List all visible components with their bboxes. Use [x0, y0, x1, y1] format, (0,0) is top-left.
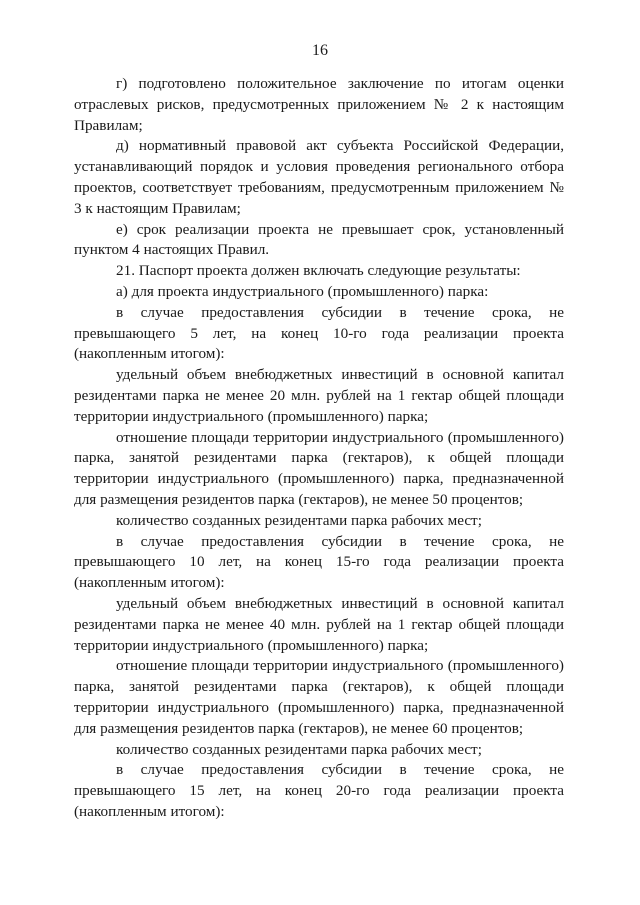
paragraph-item-g: г) подготовлено положительное заключение по итогам оценки отраслевых рисков, предусмотренных приложением № 2 к настоящим Правилам;	[74, 75, 564, 134]
paragraph-area-ratio-50: отношение площади территории индустриального (промышленного) парка, занятой резидентами парка (гектаров), к общей площади территории индустриального (промышленного) парка, предназначенной для размещения резидентов парка (гектаров), не менее 50 процентов;	[74, 428, 564, 508]
paragraph-section-21: 21. Паспорт проекта должен включать следующие результаты:	[116, 262, 521, 280]
document-body	[74, 74, 564, 823]
paragraph-jobs-2: количество созданных резидентами парка рабочих мест;	[116, 740, 482, 758]
paragraph-case-5-years: в случае предоставления субсидии в течение срока, не превышающего 5 лет, на конец 10-го года реализации проекта (накопленным итогом):	[74, 303, 564, 363]
paragraph-area-ratio-60: отношение площади территории индустриального (промышленного) парка, занятой резидентами парка (гектаров), к общей площади территории индустриального (промышленного) парка, предназначенной для размещения резидентов парка (гектаров), не менее 60 процентов;	[74, 657, 564, 737]
paragraph-case-15-years: в случае предоставления субсидии в течение срока, не превышающего 15 лет, на конец 20-го года реализации проекта (накопленным итогом):	[74, 761, 564, 820]
paragraph-item-a: а) для проекта индустриального (промышленного) парка:	[116, 282, 489, 300]
paragraph-investment-20mln: удельный объем внебюджетных инвестиций в основной капитал резидентами парка не менее 20 млн. рублей на 1 гектар общей площади территории индустриального (промышленного) парка;	[74, 366, 564, 425]
paragraph-item-d: д) нормативный правовой акт субъекта Российской Федерации, устанавливающий порядок и условия проведения регионального отбора проектов, соответствует требованиям, предусмотренным приложением № 3 к настоящим Правилам;	[74, 137, 564, 217]
paragraph-case-10-years: в случае предоставления субсидии в течение срока, не превышающего 10 лет, на конец 15-го года реализации проекта (накопленным итогом):	[74, 532, 564, 592]
paragraph-item-e: е) срок реализации проекта не превышает срок, установленный пунктом 4 настоящих Правил.	[74, 220, 564, 259]
paragraph-investment-40mln: удельный объем внебюджетных инвестиций в основной капитал резидентами парка не менее 40 млн. рублей на 1 гектар общей площади территории индустриального (промышленного) парка;	[74, 594, 564, 654]
paragraph-jobs-1: количество созданных резидентами парка рабочих мест;	[116, 511, 482, 529]
page-number: 16	[312, 42, 328, 59]
